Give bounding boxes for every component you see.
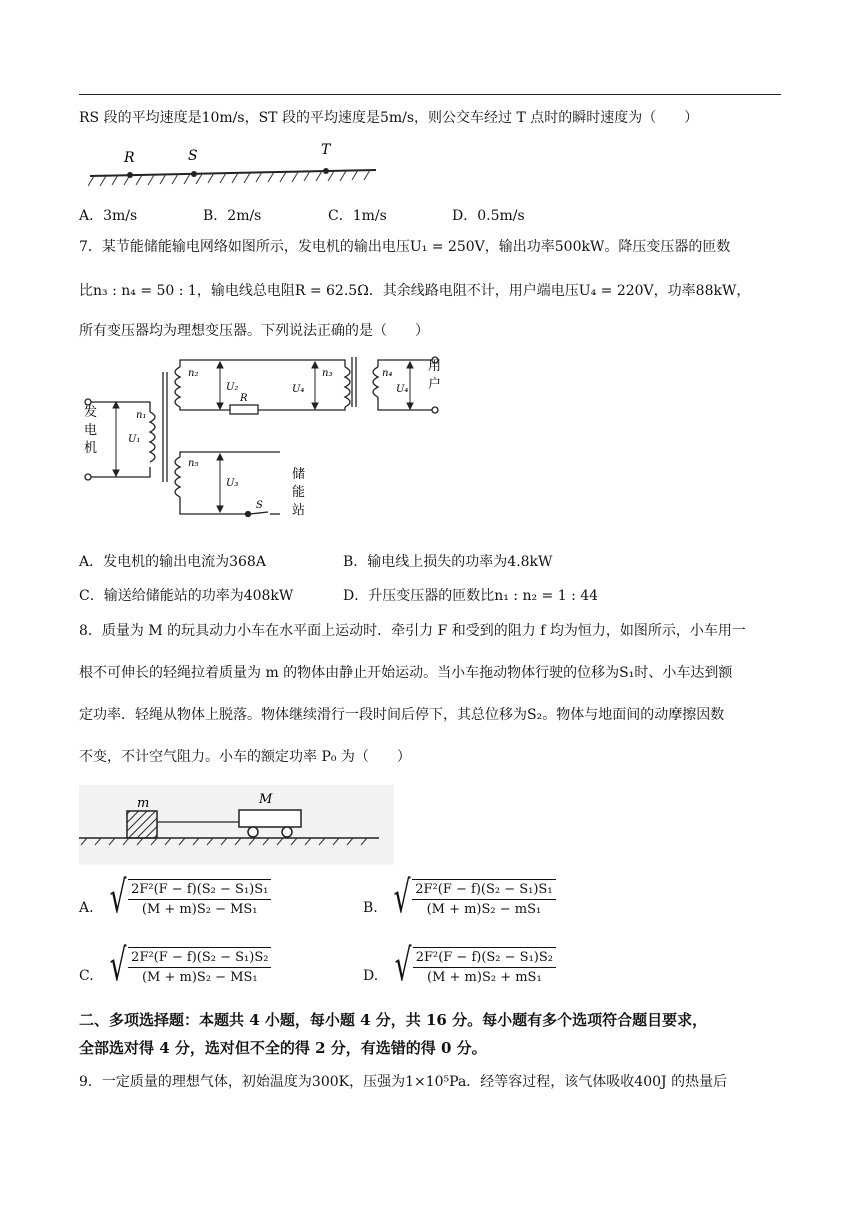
q6-road-figure [88,140,378,190]
section2-heading-line1: 二、多项选择题：本题共 4 小题，每小题 4 分，共 16 分。每小题有多个选项符合题目要求， [79,1011,708,1029]
user-label-2: 户 [428,377,442,392]
q7-option-d: D．升压变压器的匝数比n₁ : n₂ = 1 : 44 [343,588,599,604]
q8-option-b [363,872,556,923]
q6-option-a: A．3m/s [79,208,138,224]
q6-stem: RS 段的平均速度是10m/s，ST 段的平均速度是5m/s，则公交车经过 T 点时的瞬时速度为（ ） [79,110,699,126]
q7-line3: 所有变压器均为理想变压器。下列说法正确的是（ ） [79,323,429,339]
point-s-dot [191,171,197,177]
q8-c-denominator: (M + m)S₂ − MS₁ [141,970,258,985]
cart-m-label: M [259,792,273,807]
station-label-1: 储 [292,467,306,482]
u2-label: U₂ [226,382,239,393]
q7-circuit-diagram [80,352,460,532]
q6-option-d: D．0.5m/s [452,208,525,224]
n4-label: n₄ [382,368,393,379]
point-t-label: T [321,142,331,158]
q8-option-a-label: A. [79,900,94,916]
q8-a-numerator: 2F²(F − f)(S₂ − S₁)S₁ [128,882,271,900]
q8-d-denominator: (M + m)S₂ + mS₁ [427,970,542,985]
cart-wheel-right [282,827,292,837]
q8-line3: 定功率．轻绳从物体上脱落。物体继续滑行一段时间后停下，其总位移为S₂。物体与地面间的动摩擦因数 [79,707,725,723]
block-m [127,811,157,838]
q8-cart-figure [79,785,394,865]
q8-d-numerator: 2F²(F − f)(S₂ − S₁)S₂ [413,950,556,968]
station-label-2: 能 [292,485,306,500]
q8-option-d-label: D. [363,968,379,984]
q7-line1: 7．某节能储能输电网络如图所示，发电机的输出电压U₁ = 250V，输出功率500kW。降压变压器的匝数 [79,239,731,255]
generator-label-3: 机 [84,441,98,456]
q6-option-b: B．2m/s [203,208,262,224]
q8-option-a [79,872,271,923]
q7-option-a: A．发电机的输出电流为368A [79,554,266,570]
q8-option-c-label: C. [79,968,94,984]
u3-label: U₃ [226,478,239,489]
point-r-label: R [124,150,135,166]
q8-option-c [79,940,271,991]
sqrt-icon: √ [109,872,127,923]
q8-a-denominator: (M + m)S₂ − MS₁ [141,902,258,917]
point-t-dot [323,168,329,174]
r-label: R [240,393,248,404]
user-label-1: 用 [428,359,442,374]
q8-c-numerator: 2F²(F − f)(S₂ − S₁)S₂ [128,950,271,968]
block-m-label: m [137,796,150,811]
q7-option-c: C．输送给储能站的功率为408kW [79,588,294,604]
cart-body [239,810,301,827]
station-label-3: 站 [292,503,306,518]
sqrt-icon: √ [393,872,411,923]
q8-option-d [363,940,556,991]
point-s-label: S [188,148,198,164]
q8-line1: 8．质量为 M 的玩具动力小车在水平面上运动时．牵引力 F 和受到的阻力 f 均为恒力，如图所示，小车用一 [79,623,746,639]
q8-option-b-label: B. [363,900,378,916]
section2-heading-line2: 全部选对得 4 分，选对但不全的得 2 分，有选错的得 0 分。 [79,1039,487,1057]
n2-label: n₂ [188,368,199,379]
sqrt-icon: √ [394,940,412,991]
q6-option-c: C．1m/s [328,208,387,224]
point-r-dot [127,172,133,178]
q7-line2: 比n₃ : n₄ = 50 : 1，输电线总电阻R = 62.5Ω．其余线路电阻不计，用户端电压U₄ = 220V，功率88kW， [79,283,751,299]
n5-label: n₅ [188,458,199,469]
q9-line1: 9．一定质量的理想气体，初始温度为300K，压强为1×10⁵Pa．经等容过程，该气体吸收400J 的热量后 [79,1074,728,1090]
header-rule [79,94,781,95]
n3-label: n₃ [322,368,333,379]
q7-option-b: B．输电线上损失的功率为4.8kW [343,554,553,570]
u1-label: U₁ [128,434,141,445]
generator-label-1: 发 [84,405,98,420]
q8-line2: 根不可伸长的轻绳拉着质量为 m 的物体由静止开始运动。当小车拖动物体行驶的位移为S₁时、小车达到额 [79,665,733,681]
u4a-label: U₄ [292,384,305,395]
q8-b-denominator: (M + m)S₂ − mS₁ [426,902,542,917]
cart-wheel-left [248,827,258,837]
sqrt-icon: √ [109,940,127,991]
q8-b-numerator: 2F²(F − f)(S₂ − S₁)S₁ [412,882,555,900]
q8-line4: 不变，不计空气阻力。小车的额定功率 P₀ 为（ ） [79,749,411,765]
generator-label-2: 电 [84,423,98,438]
u4b-label: U₄ [396,384,409,395]
n1-label: n₁ [136,410,147,421]
s-label: S [256,500,263,511]
